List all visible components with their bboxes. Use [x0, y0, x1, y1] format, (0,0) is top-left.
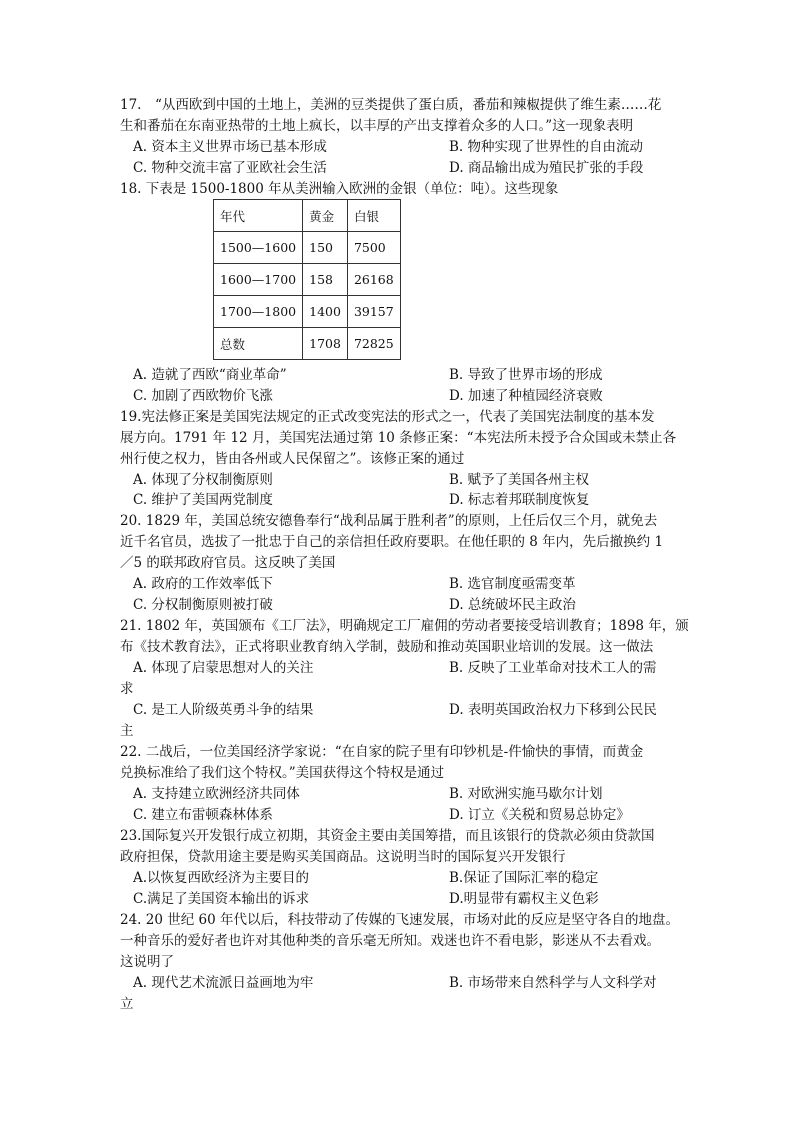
q23-option-d: D.明显带有霸权主义色彩 [449, 891, 599, 907]
q21-option-b-continued: 求 [120, 681, 134, 697]
q18-option-b: B. 导致了世界市场的形成 [449, 367, 603, 383]
table-cell: 39157 [347, 296, 400, 328]
q19-option-a: A. 体现了分权制衡原则 [133, 472, 273, 488]
table-cell: 1600—1700 [214, 264, 303, 296]
table-cell: 1400 [303, 296, 348, 328]
q19-stem-line2: 展方向。1791 年 12 月，美国宪法通过第 10 条修正案：“本宪法所未授予合众国或未禁止各 [120, 430, 677, 446]
q18-option-c: C. 加剧了西欧物价飞涨 [133, 388, 273, 404]
q17-stem-line2: 生和番茄在东南亚热带的土地上疯长，以丰厚的产出支撑着众多的人口。”这一现象表明 [120, 118, 634, 134]
table-cell: 7500 [347, 232, 400, 264]
table-cell: 72825 [347, 328, 400, 360]
q24-option-b-continued: 立 [120, 996, 134, 1012]
q23-stem-line2: 政府担保，贷款用途主要是购买美国商品。这说明当时的国际复兴开发银行 [120, 849, 566, 865]
q17-option-d: D. 商品输出成为殖民扩张的手段 [449, 160, 644, 176]
table-cell: 150 [303, 232, 348, 264]
q18-option-d: D. 加速了种植园经济衰败 [449, 388, 603, 404]
table-row [214, 328, 401, 360]
table-cell: 1708 [303, 328, 348, 360]
q18-option-a: A. 造就了西欧“商业革命” [133, 367, 287, 383]
q20-option-a: A. 政府的工作效率低下 [133, 576, 273, 592]
q19-stem-line3: 州行使之权力，皆由各州或人民保留之”。该修正案的通过 [120, 451, 465, 467]
q22-option-a: A. 支持建立欧洲经济共同体 [133, 786, 300, 802]
table-cell: 158 [303, 264, 348, 296]
q24-option-a: A. 现代艺术流派日益画地为牢 [133, 975, 314, 991]
q21-option-d-continued: 主 [120, 723, 134, 739]
q17-option-b: B. 物种实现了世界性的自由流动 [449, 139, 644, 155]
q20-option-b: B. 选官制度亟需变革 [449, 576, 576, 592]
table-header-cell: 黄金 [303, 200, 348, 232]
q20-stem-line1: 20. 1829 年，美国总统安德鲁奉行“战利品属于胜利者”的原则，上任后仅三个月，就免去 [120, 513, 658, 529]
q21-option-b: B. 反映了工业革命对技术工人的需 [449, 660, 657, 676]
gold-silver-table [213, 199, 401, 360]
table-cell: 1500—1600 [214, 232, 303, 264]
q22-stem-line2: 兑换标准给了我们这个特权。”美国获得这个特权是通过 [120, 765, 445, 781]
q21-option-c: C. 是工人阶级英勇斗争的结果 [133, 702, 314, 718]
table-header-cell: 年代 [214, 200, 303, 232]
table-cell: 总数 [214, 328, 303, 360]
q20-option-d: D. 总统破坏民主政治 [449, 597, 576, 613]
q21-stem-line1: 21. 1802 年，英国颁布《工厂法》，明确规定工厂雇佣的劳动者要接受培训教育；1898 年，颁 [120, 618, 689, 634]
q23-option-c: C.满足了美国资本输出的诉求 [133, 891, 310, 907]
q24-stem-line1: 24. 20 世纪 60 年代以后，科技带动了传媒的飞速发展，市场对此的反应是坚守各自的地盘。 [120, 912, 679, 928]
q24-option-b: B. 市场带来自然科学与人文科学对 [449, 975, 657, 991]
q23-option-b: B.保证了国际汇率的稳定 [449, 870, 599, 886]
q19-stem-line1: 19.宪法修正案是美国宪法规定的正式改变宪法的形式之一，代表了美国宪法制度的基本发 [120, 409, 655, 425]
q17-option-a: A. 资本主义世界市场已基本形成 [133, 139, 327, 155]
q23-option-a: A.以恢复西欧经济为主要目的 [133, 870, 310, 886]
table-header-row [214, 200, 401, 232]
q19-option-d: D. 标志着邦联制度恢复 [449, 492, 590, 508]
table-cell: 1700—1800 [214, 296, 303, 328]
q18-stem-line1: 18. 下表是 1500-1800 年从美洲输入欧洲的金银（单位：吨）。这些现象 [120, 181, 559, 197]
table-header-cell: 白银 [347, 200, 400, 232]
q22-option-c: C. 建立布雷顿森林体系 [133, 807, 273, 823]
table-cell: 26168 [347, 264, 400, 296]
q20-stem-line3: ／5 的联邦政府官员。这反映了美国 [120, 555, 336, 571]
q19-option-c: C. 维护了美国两党制度 [133, 492, 273, 508]
q21-option-d: D. 表明英国政治权力下移到公民民 [449, 702, 657, 718]
q23-stem-line1: 23.国际复兴开发银行成立初期，其资金主要由美国筹措，而且该银行的贷款必须由贷款国 [120, 828, 655, 844]
table-row [214, 232, 401, 264]
q20-stem-line2: 近千名官员，选拔了一批忠于自己的亲信担任政府要职。在他任职的 8 年内，先后撤换约 1 [120, 534, 664, 550]
q24-stem-line3: 这说明了 [120, 954, 174, 970]
q17-option-c: C. 物种交流丰富了亚欧社会生活 [133, 160, 327, 176]
q20-option-c: C. 分权制衡原则被打破 [133, 597, 273, 613]
q19-option-b: B. 赋予了美国各州主权 [449, 472, 590, 488]
q22-option-d: D. 订立《关税和贸易总协定》 [449, 807, 630, 823]
table-row [214, 296, 401, 328]
q24-stem-line2: 一种音乐的爱好者也许对其他种类的音乐毫无所知。戏迷也许不看电影，影迷从不去看戏。 [120, 933, 660, 949]
table-row [214, 264, 401, 296]
q22-option-b: B. 对欧洲实施马歇尔计划 [449, 786, 603, 802]
q22-stem-line1: 22. 二战后，一位美国经济学家说：“在自家的院子里有印钞机是-件愉快的事情，而黄金 [120, 744, 644, 760]
q17-stem-line1: 17. “从西欧到中国的土地上，美洲的豆类提供了蛋白质，番茄和辣椒提供了维生素……花 [120, 97, 662, 113]
q21-option-a: A. 体现了启蒙思想对人的关注 [133, 660, 314, 676]
q21-stem-line2: 布《技术教育法》，正式将职业教育纳入学制，鼓励和推动英国职业培训的发展。这一做法 [120, 639, 654, 655]
